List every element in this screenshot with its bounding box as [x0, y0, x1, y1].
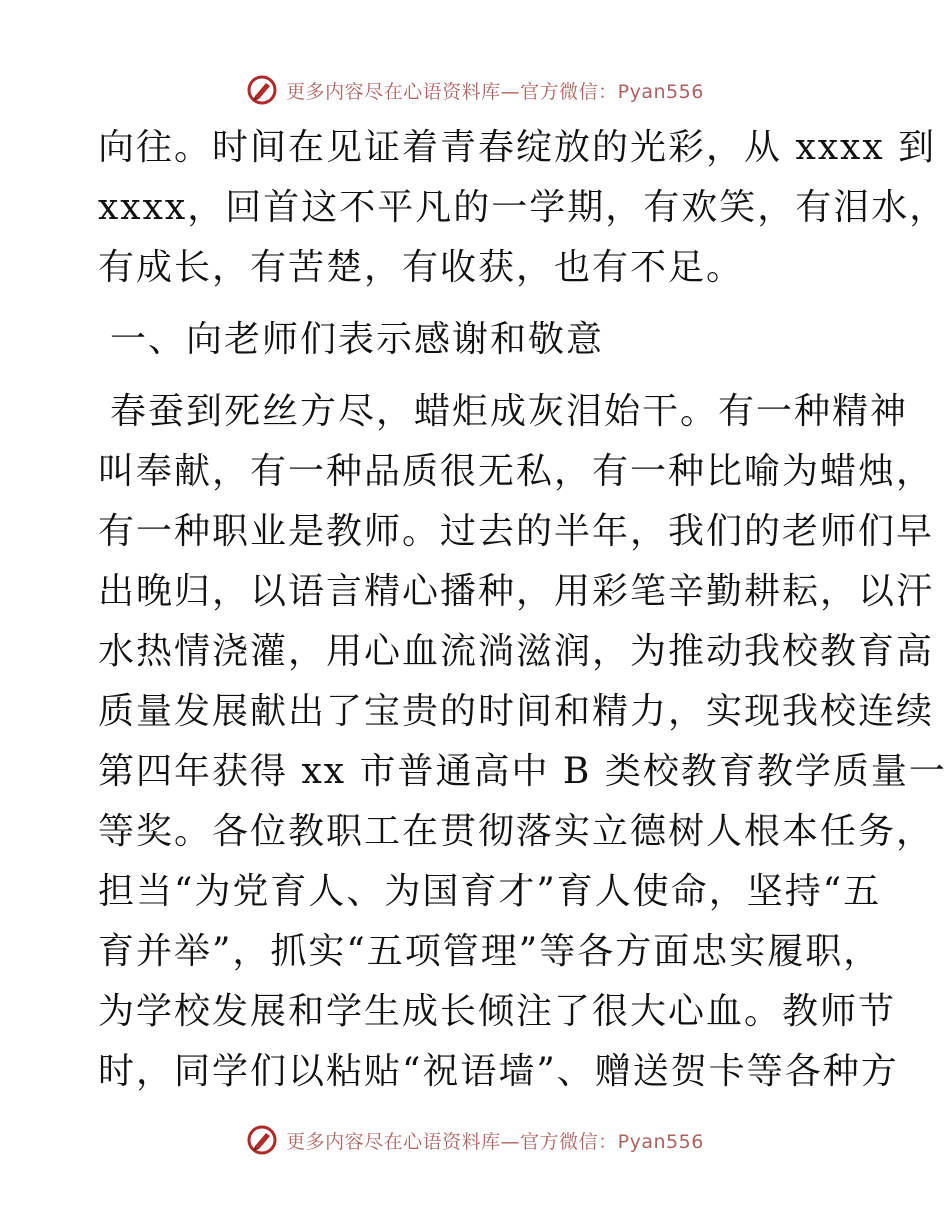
text-line: 有成长，有苦楚，有收获，也有不足。 — [98, 247, 745, 288]
text-line: 水热情浇灌，用心血流淌滋润，为推动我校教育高 — [98, 631, 935, 672]
text-line: 等奖。各位教职工在贯彻落实立德树人根本任务， — [98, 811, 935, 852]
watermark-text: 更多内容尽在心语资料库—官方微信：Pyan556 — [286, 1130, 704, 1153]
section-heading: 一、向老师们表示感谢和敬意 — [110, 319, 605, 360]
text-line: 质量发展献出了宝贵的时间和精力，实现我校连续 — [98, 691, 935, 732]
text-line: 有一种职业是教师。过去的半年，我们的老师们早 — [98, 511, 935, 552]
text-line: 向往。时间在见证着青春绽放的光彩，从 xxxx 到 — [98, 127, 937, 168]
text-line: 第四年获得 xx 市普通高中 B 类校教育教学质量一 — [98, 751, 947, 792]
document-body — [98, 118, 948, 1102]
text-line: 为学校发展和学生成长倾注了很大心血。教师节 — [98, 991, 897, 1032]
footer-watermark — [0, 1120, 950, 1160]
text-line: 出晚归，以语言精心播种，用彩笔辛勤耕耘，以汗 — [98, 571, 935, 612]
pen-logo-icon — [246, 74, 278, 106]
text-line: xxxx，回首这不平凡的一学期，有欢笑，有泪水， — [98, 187, 948, 228]
text-line: 时，同学们以粘贴“祝语墙”、赠送贺卡等各种方 — [98, 1051, 899, 1092]
text-line: 春蚕到死丝方尽，蜡炬成灰泪始干。有一种精神 — [110, 391, 909, 432]
header-watermark — [0, 70, 950, 110]
text-line: 担当“为党育人、为国育才”育人使命，坚持“五 — [98, 871, 882, 912]
pen-logo-icon — [246, 1124, 278, 1156]
watermark-text: 更多内容尽在心语资料库—官方微信：Pyan556 — [286, 80, 704, 103]
text-line: 叫奉献，有一种品质很无私，有一种比喻为蜡烛， — [98, 451, 935, 492]
text-line: 育并举”，抓实“五项管理”等各方面忠实履职， — [98, 931, 882, 972]
